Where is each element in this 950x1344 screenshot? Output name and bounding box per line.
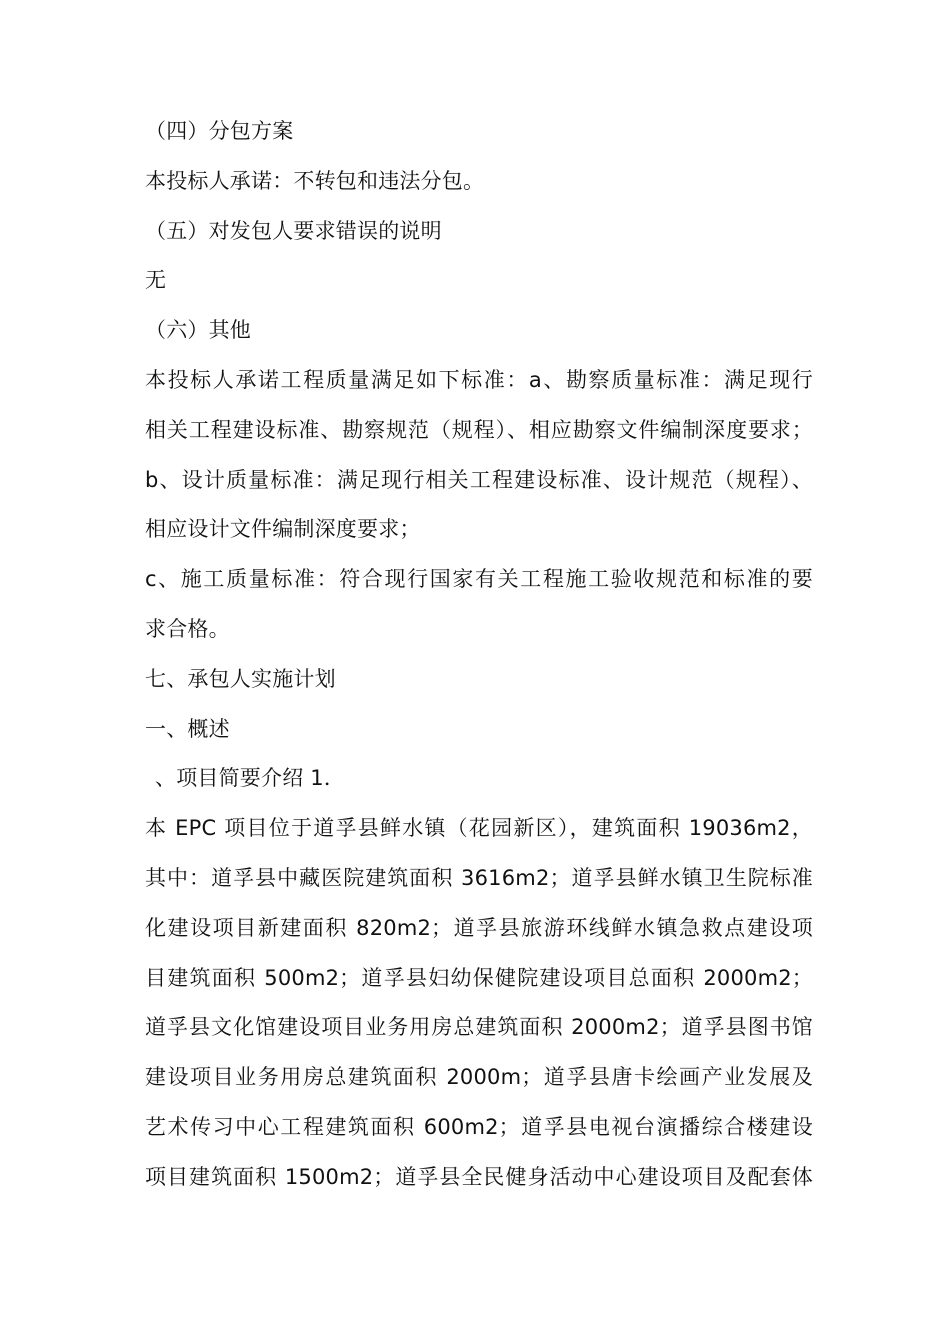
paragraph-none: 无 <box>145 268 167 293</box>
paragraph-construction-quality-line-1: c、施工质量标准：符合现行国家有关工程施工验收规范和标准的要 <box>145 567 813 592</box>
heading-subcontract-plan: （四）分包方案 <box>145 119 294 143</box>
paragraph-project-line-7: 艺术传习中心工程建筑面积 600m2；道孚县电视台演播综合楼建设 <box>145 1114 813 1139</box>
paragraph-quality-line-3: b、设计质量标准：满足现行相关工程建设标准、设计规范（规程）、 <box>145 467 813 492</box>
paragraph-quality-line-2: 相关工程建设标准、勘察规范（规程）、相应勘察文件编制深度要求； <box>145 417 813 442</box>
paragraph-project-line-8: 项目建筑面积 1500m2；道孚县全民健身活动中心建设项目及配套体 <box>145 1164 813 1189</box>
paragraph-quality-line-4: 相应设计文件编制深度要求； <box>145 517 421 542</box>
paragraph-project-line-6: 建设项目业务用房总建筑面积 2000m；道孚县唐卡绘画产业发展及 <box>145 1065 813 1090</box>
heading-error-explanation: （五）对发包人要求错误的说明 <box>145 218 442 243</box>
heading-project-intro: 、项目简要介绍 1． <box>155 766 346 791</box>
paragraph-project-line-5: 道孚县文化馆建设项目业务用房总建筑面积 2000m2；道孚县图书馆 <box>145 1015 813 1040</box>
document-body <box>145 107 813 1203</box>
paragraph-quality-line-1: 本投标人承诺工程质量满足如下标准：a、勘察质量标准：满足现行 <box>145 367 813 392</box>
paragraph-project-line-1: 本 EPC 项目位于道孚县鲜水镇（花园新区），建筑面积 19036m2， <box>145 816 813 841</box>
heading-other: （六）其他 <box>145 318 251 343</box>
paragraph-construction-quality-line-2: 求合格。 <box>145 616 230 641</box>
paragraph-project-line-2: 其中：道孚县中藏医院建筑面积 3616m2；道孚县鲜水镇卫生院标准 <box>145 865 813 890</box>
heading-overview: 一、概述 <box>145 716 230 741</box>
paragraph-project-line-4: 目建筑面积 500m2；道孚县妇幼保健院建设项目总面积 2000m2； <box>145 965 813 990</box>
heading-implementation-plan: 七、承包人实施计划 <box>145 666 336 691</box>
paragraph-project-line-3: 化建设项目新建面积 820m2；道孚县旅游环线鲜水镇急救点建设项 <box>145 915 813 940</box>
paragraph-no-subcontract: 本投标人承诺：不转包和违法分包。 <box>145 168 485 193</box>
